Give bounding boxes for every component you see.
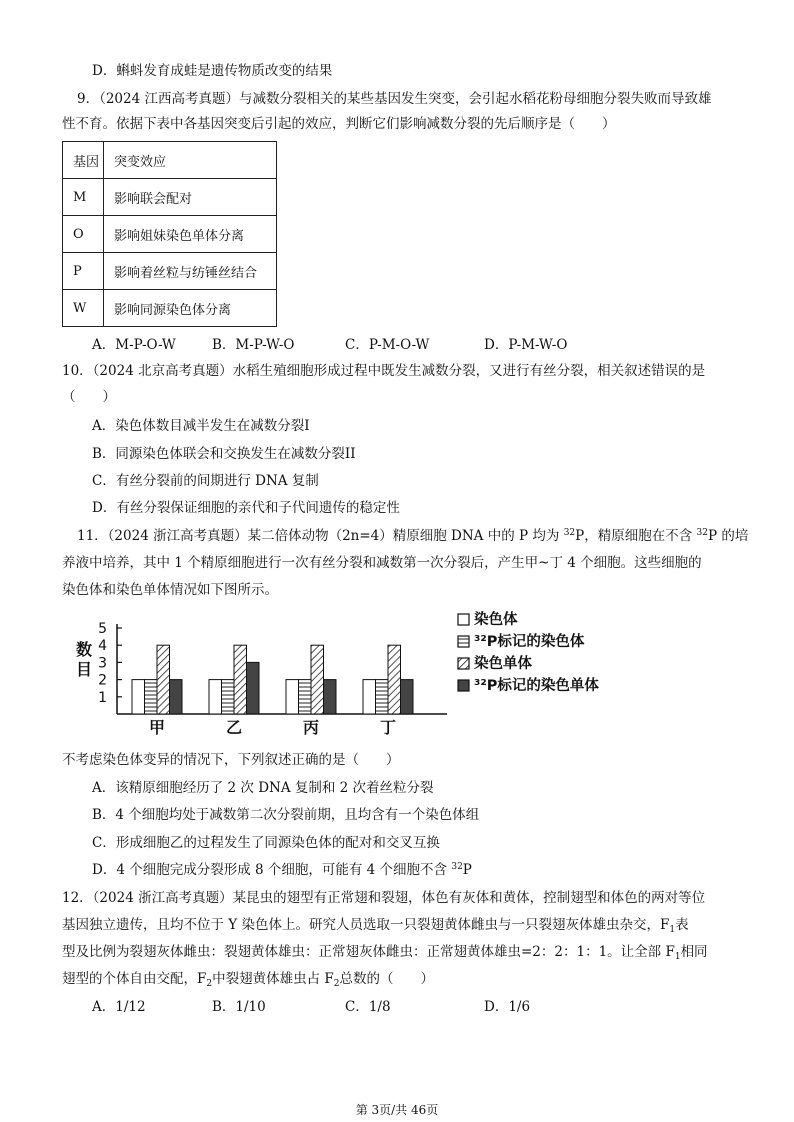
q12-stem-line3	[62, 943, 708, 961]
y-tick-label: 3	[98, 655, 107, 672]
q12-stem-line2	[62, 916, 689, 934]
y-tick-label: 2	[98, 672, 107, 689]
q10-stem-line1: 10．（2024 北京高考真题）水稻生殖细胞形成过程中既发生减数分裂，又进行有丝分裂，相关叙述错误的是	[62, 363, 706, 379]
y-axis-label: 目	[75, 660, 93, 679]
superscript: 32	[563, 528, 576, 538]
bar	[170, 680, 183, 714]
bar	[324, 680, 337, 714]
y-tick-label: 1	[98, 689, 107, 706]
q10-option-c: C．有丝分裂前的间期进行 DNA 复制	[92, 473, 319, 489]
table-cell: O	[63, 216, 104, 253]
q9-option-b: B．M-P-W-O	[212, 337, 295, 353]
legend-swatch	[458, 658, 469, 669]
q9-gene-table	[62, 141, 277, 327]
table-header-cell: 基因	[63, 142, 104, 179]
q11-stem-text: 11．（2024 浙江高考真题）某二倍体动物（2n=4）精原细胞 DNA 中的 P 均为	[77, 528, 564, 544]
q10-option-d: D．有丝分裂保证细胞的亲代和子代间遗传的稳定性	[92, 500, 400, 516]
q11-stem-line1	[77, 527, 748, 545]
q8-option-d: D．蝌蚪发育成蛙是遗传物质改变的结果	[92, 63, 333, 79]
bar	[234, 645, 247, 714]
q12-stem-text: 相同	[680, 944, 708, 960]
bar	[132, 680, 145, 714]
table-cell: M	[63, 179, 104, 216]
legend-label: ³²P标记的染色单体	[474, 678, 599, 694]
q12-stem-text: 型及比例为裂翅灰体雌虫：裂翅黄体雄虫：正常翅灰体雌虫：正常翅黄体雄虫=2：2：1：1。让全部 F	[62, 944, 675, 960]
x-tick-label: 丁	[379, 718, 397, 737]
bar	[145, 680, 158, 714]
q12-stem-text: 总数的（ ）	[339, 971, 435, 987]
table-row	[63, 290, 277, 327]
x-tick-label: 甲	[148, 718, 166, 737]
q11-stem-text: P，精原细胞在不含	[575, 528, 697, 544]
q9-option-a: A．M-P-O-W	[92, 337, 176, 353]
table-row	[63, 179, 277, 216]
table-cell: 影响同源染色体分离	[104, 290, 277, 327]
q12-stem-line4	[62, 970, 434, 988]
q11-stem-line3: 染色体和染色单体情况如下图所示。	[62, 582, 278, 598]
subscript: 1	[674, 952, 681, 962]
q11-bar-chart	[62, 605, 662, 745]
table-cell: 影响姐妹染色单体分离	[104, 216, 277, 253]
q10-option-a: A．染色体数目减半发生在减数分裂I	[92, 418, 310, 434]
bar	[388, 645, 401, 714]
subscript: 2	[333, 979, 340, 989]
bar	[286, 680, 299, 714]
subscript: 2	[206, 979, 213, 989]
q11-stem-line2: 养液中培养，其中 1 个精原细胞进行一次有丝分裂和减数第一次分裂后，产生甲~丁 4 个细胞。这些细胞的	[62, 555, 702, 571]
legend-label: 染色单体	[474, 656, 532, 672]
q11-option-d	[92, 861, 472, 879]
x-tick-label: 丙	[302, 718, 320, 737]
q12-stem-text: 表	[675, 917, 689, 933]
bar	[299, 680, 312, 714]
bar	[376, 680, 389, 714]
legend-swatch	[458, 614, 469, 625]
subscript: 1	[669, 925, 676, 935]
x-tick-label: 乙	[225, 718, 243, 737]
table-cell: P	[63, 253, 104, 290]
bar	[222, 680, 235, 714]
q12-option-d: D．1/6	[484, 999, 531, 1015]
q12-stem-text: 翅型的个体自由交配，F	[62, 971, 207, 987]
q12-stem-line1: 12．（2024 浙江高考真题）某昆虫的翅型有正常翅和裂翅，体色有灰体和黄体，控制翅型和体色的两对等位	[62, 890, 706, 906]
q12-option-b: B．1/10	[212, 999, 266, 1015]
bar	[247, 662, 260, 714]
q9-option-d: D．P-M-W-O	[484, 337, 568, 353]
q12-stem-text: 中裂翅黄体雄虫占 F	[212, 971, 334, 987]
y-tick-label: 5	[98, 621, 107, 637]
q11-question: 不考虑染色体变异的情况下，下列叙述正确的是（ ）	[62, 752, 400, 768]
table-header-row	[63, 142, 277, 179]
q11-option-d-text: P	[462, 862, 472, 878]
q12-option-c: C．1/8	[345, 999, 391, 1015]
bar	[311, 645, 324, 714]
q11-option-d-text: D．4 个细胞完成分裂形成 8 个细胞，可能有 4 个细胞不含	[92, 862, 452, 878]
q11-stem-text: P 的培	[707, 528, 749, 544]
table-cell: 影响联会配对	[104, 179, 277, 216]
q12-options	[92, 998, 692, 1016]
q11-option-a: A．该精原细胞经历了 2 次 DNA 复制和 2 次着丝粒分裂	[92, 780, 434, 796]
q10-option-b: B．同源染色体联会和交换发生在减数分裂II	[92, 446, 356, 462]
q12-stem-text: 基因独立遗传，且均不位于 Y 染色体上。研究人员选取一只裂翅黄体雌虫与一只裂翅灰体雄虫杂交，F	[62, 917, 670, 933]
superscript: 32	[696, 528, 708, 538]
legend-swatch	[458, 636, 469, 647]
q9-stem-line1: 9．（2024 江西高考真题）与减数分裂相关的某些基因发生突变，会引起水稻花粉母细胞分裂失败而导致雄	[77, 91, 712, 107]
bar	[401, 680, 414, 714]
q12-option-a: A．1/12	[92, 999, 146, 1015]
q9-options	[92, 336, 692, 354]
legend-label: 染色体	[474, 612, 518, 628]
y-tick-label: 4	[98, 638, 107, 655]
q10-stem-line2: （ ）	[62, 389, 116, 405]
q9-option-c: C．P-M-O-W	[345, 337, 430, 353]
legend-swatch	[458, 680, 469, 691]
table-cell: 影响着丝粒与纺锤丝结合	[104, 253, 277, 290]
q11-option-b: B．4 个细胞均处于减数第二次分裂前期，且均含有一个染色体组	[92, 807, 480, 823]
bar	[363, 680, 376, 714]
bar	[209, 680, 222, 714]
y-axis-label: 数	[75, 640, 93, 659]
q11-option-c: C．形成细胞乙的过程发生了同源染色体的配对和交叉互换	[92, 835, 440, 851]
table-header-cell: 突变效应	[104, 142, 277, 179]
q9-stem-line2: 性不育。依据下表中各基因突变后引起的效应，判断它们影响减数分裂的先后顺序是（ ）	[62, 116, 616, 132]
table-row	[63, 253, 277, 290]
table-cell: W	[63, 290, 104, 327]
superscript: 32	[451, 862, 463, 872]
table-row	[63, 216, 277, 253]
page-footer: 第 3页/共 46页	[355, 1103, 439, 1117]
legend-label: ³²P标记的染色体	[474, 634, 585, 650]
bar	[157, 645, 170, 714]
